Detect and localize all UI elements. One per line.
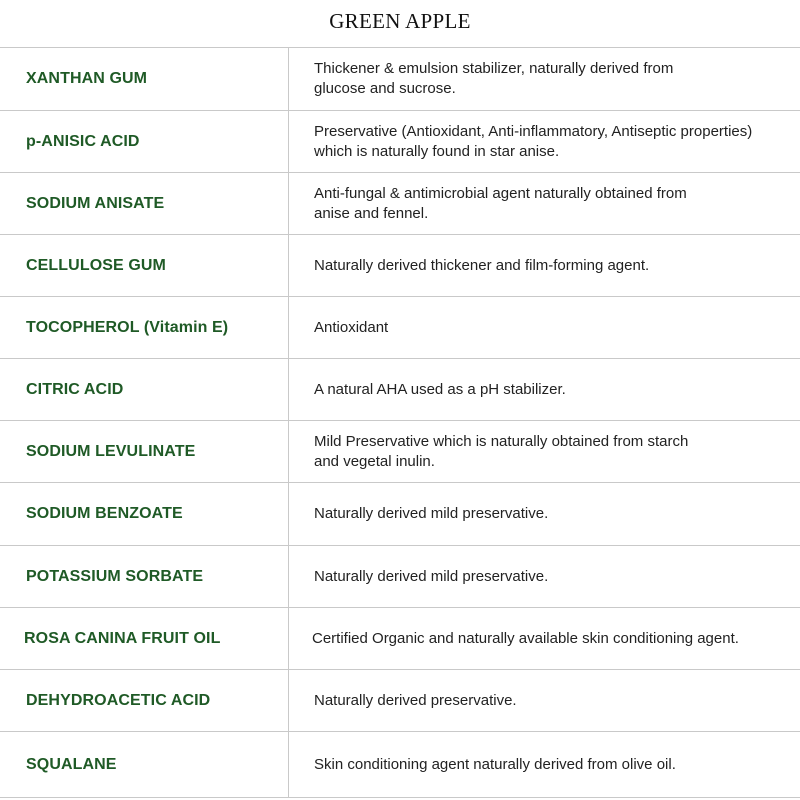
ingredient-description: Naturally derived mild preservative.: [314, 505, 549, 522]
table-row: [0, 608, 800, 670]
ingredient-name: ROSA CANINA FRUIT OIL: [0, 608, 289, 669]
ingredient-name: XANTHAN GUM: [0, 48, 289, 110]
ingredient-description: Preservative (Antioxidant, Anti-inflammatory, Antiseptic properties) which is naturally found in star anise.: [314, 122, 753, 160]
ingredient-description: Naturally derived mild preservative.: [314, 567, 549, 585]
ingredient-name: CITRIC ACID: [0, 359, 289, 420]
ingredient-description: Anti-fungal & antimicrobial agent naturally obtained from anise and fennel.: [314, 184, 687, 222]
table-row: [0, 297, 800, 359]
ingredient-description: A natural AHA used as a pH stabilizer.: [314, 380, 566, 398]
ingredient-name: POTASSIUM SORBATE: [0, 546, 289, 607]
ingredient-description: Mild Preservative which is naturally obtained from starch and vegetal inulin.: [314, 432, 689, 470]
ingredient-description: Certified Organic and naturally available skin conditioning agent.: [312, 629, 739, 647]
ingredient-description: Skin conditioning agent naturally derived from olive oil.: [314, 755, 676, 773]
ingredient-name: SODIUM BENZOATE: [0, 483, 289, 545]
ingredient-description: Antioxidant: [314, 318, 389, 336]
table-row: [0, 48, 800, 111]
table-row: [0, 421, 800, 483]
table-row: [0, 173, 800, 235]
ingredient-name: SODIUM ANISATE: [0, 173, 289, 234]
ingredient-description: Naturally derived preservative.: [314, 691, 517, 709]
ingredient-name: DEHYDROACETIC ACID: [0, 670, 289, 731]
ingredients-table: [0, 47, 800, 798]
ingredient-description: Naturally derived thickener and film-forming agent.: [314, 256, 650, 274]
ingredient-name: CELLULOSE GUM: [0, 235, 289, 296]
ingredient-description: Thickener & emulsion stabilizer, naturally derived from glucose and sucrose.: [314, 60, 674, 97]
table-row: [0, 359, 800, 421]
table-row: [0, 732, 800, 798]
table-row: [0, 111, 800, 173]
ingredient-name: TOCOPHEROL (Vitamin E): [0, 297, 289, 358]
table-row: [0, 483, 800, 546]
table-row: [0, 235, 800, 297]
ingredient-name: SQUALANE: [0, 732, 289, 797]
table-row: [0, 670, 800, 732]
page-title: GREEN APPLE: [329, 9, 471, 33]
ingredient-name: SODIUM LEVULINATE: [0, 421, 289, 482]
table-row: [0, 546, 800, 608]
ingredient-name: p-ANISIC ACID: [0, 111, 289, 172]
